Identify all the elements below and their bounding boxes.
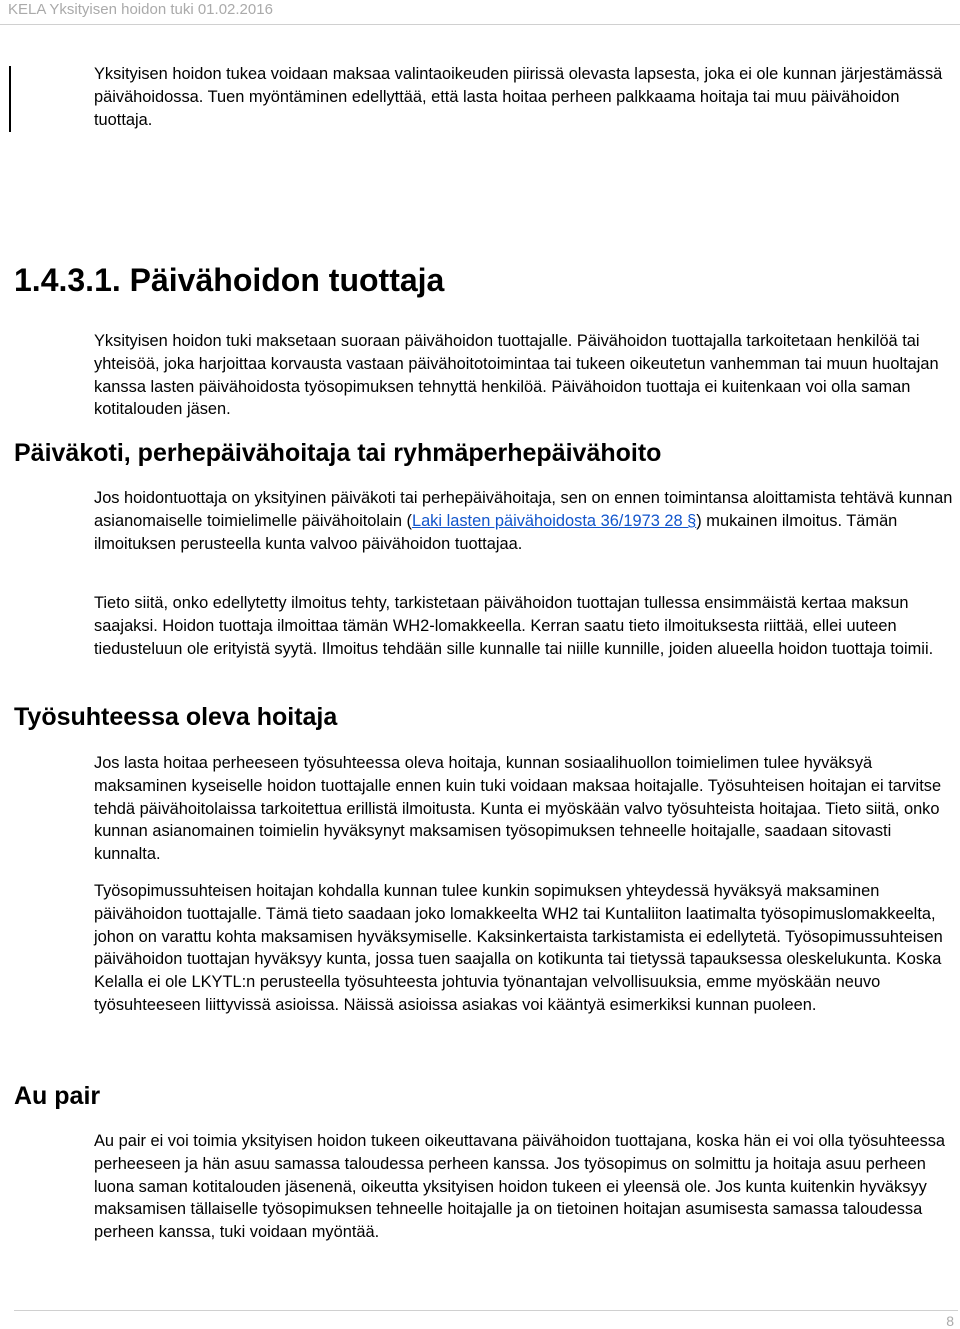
page-header <box>0 0 960 24</box>
au-pair-paragraph: Au pair ei voi toimia yksityisen hoidon tukeen oikeuttavana päivähoidon tuottajana, koska hän ei voi olla työsuhteessa perheeseen ja hän asuu samassa taloudessa perheen kanssa. Jos työsopimus on solmittu ja hoitaja asuu perheen luona saman kotitalouden jäsenenä, oikeutta yksityisen hoidon tukeen ei yleensä ole. Jos kunta kuitenkin hyväksyy maksamisen tällaiselle työsopimuksen tehneelle hoitajalle ja on tietoinen hoitajan asumisesta samassa taloudessa perheen kanssa, tuki voidaan myöntää. <box>94 1132 946 1242</box>
section-1431-paragraph: Yksityisen hoidon tuki maksetaan suoraan päivähoidon tuottajalle. Päivähoidon tuottajalla tarkoitetaan henkilöä tai yhteisöä, joka harjoittaa korvausta vastaan päivähoitotoimintaa tai tukeen oikeutetun vanhemman tai muun huoltajan kanssa lasten päivähoidosta työsopimuksen tehnyttä henkilöä. Päivähoidon tuottaja ei kuitenkaan voi olla saman kotitalouden jäsen. <box>94 332 939 419</box>
tyosuhteessa-paragraph-1: Jos lasta hoitaa perheeseen työsuhteessa oleva hoitaja, kunnan sosiaalihuollon toimielimen tulee hyväksyä maksaminen kyseiselle hoidon tuottajalle ennen kuin tuki voidaan maksaa hoitajalle. Työsuhteisen hoitajan ei tarvitse tehdä päivähoitolaissa tarkoitettua erillistä ilmoitusta. Kunta ei myöskään valvo työsuhteista hoitajaa. Tieto siitä, onko kunnan asianomainen toimielin hyväksynyt maksamisen työsopimuksen tehneelle hoitajalle, saadaan sitovasti kunnalta. <box>94 754 942 864</box>
paivakoti-paragraph-2: Tieto siitä, onko edellytetty ilmoitus tehty, tarkistetaan päivähoidon tuottajan tullessa ensimmäistä kertaa maksun saajaksi. Hoidon tuottaja ilmoittaa tämän WH2-lomakkeella. Kerran saatu tieto ilmoituksesta riittää, ellei uuteen tiedusteluun ole erityistä syytä. Ilmoitus tehdään sille kunnalle tai niille kunnille, joiden alueella hoidon tuottaja toimii. <box>94 594 934 658</box>
heading-paivakoti: Päiväkoti, perhepäivähoitaja tai ryhmäperhepäivähoito <box>14 439 662 467</box>
paivakoti-p1-after: ) mukainen ilmoitus. Tämän ilmoituksen perusteella kunta valvoo päivähoidon tuottajaa. <box>94 511 898 553</box>
footer-divider <box>14 1310 958 1311</box>
document-title: KELA Yksityisen hoidon tuki 01.02.2016 <box>8 1 273 18</box>
change-bar <box>9 66 11 132</box>
heading-tyosuhteessa: Työsuhteessa oleva hoitaja <box>14 703 338 731</box>
header-divider <box>0 24 960 25</box>
paivakoti-p1-before: Jos hoidontuottaja on yksityinen päiväkoti tai perhepäivähoitaja, sen on ennen toimintansa aloittamista tehtävä kunnan asianomaiselle toimielimelle päivähoitolain ( <box>94 489 953 530</box>
heading-au-pair: Au pair <box>14 1082 101 1110</box>
law-link[interactable]: Laki lasten päivähoidosta 36/1973 28 § <box>411 511 697 530</box>
page-number: 8 <box>946 1313 954 1329</box>
paivakoti-paragraph-1 <box>94 487 954 555</box>
tyosuhteessa-paragraph-2: Työsopimussuhteisen hoitajan kohdalla kunnan tulee kunkin sopimuksen yhteydessä hyväksyä maksaminen päivähoidon tuottajalle. Tämä tieto saadaan joko lomakkeelta WH2 tai Kuntaliiton laatimalta työsopimuslomakkeelta, johon on varattu kohta maksamisen hyväksymiselle. Kaksinkertaista tarkistamista ei edellytetä. Työsopimussuhteisen päivähoidon tuottajan hyväksyy kunta, jossa tuen saajalla on kotikunta tai tietyssä tapauksessa oleskelukunta. Koska Kelalla ei ole LKYTL:n perusteella työsuhteesta johtuvia työnantajan velvollisuuksia, emme myöskään neuvo työsuhteeseen liittyvissä asioissa. Näissä asioissa asiakas voi kääntyä esimerkiksi kunnan puoleen. <box>94 882 943 1014</box>
intro-paragraph: Yksityisen hoidon tukea voidaan maksaa valintaoikeuden piirissä olevasta lapsesta, joka ei ole kunnan järjestämässä päivähoidossa. Tuen myöntäminen edellyttää, että lasta hoitaa perheen palkkaama hoitaja tai muu päivähoidon tuottaja. <box>94 65 943 129</box>
section-heading-1431: 1.4.3.1. Päivähoidon tuottaja <box>14 262 445 298</box>
